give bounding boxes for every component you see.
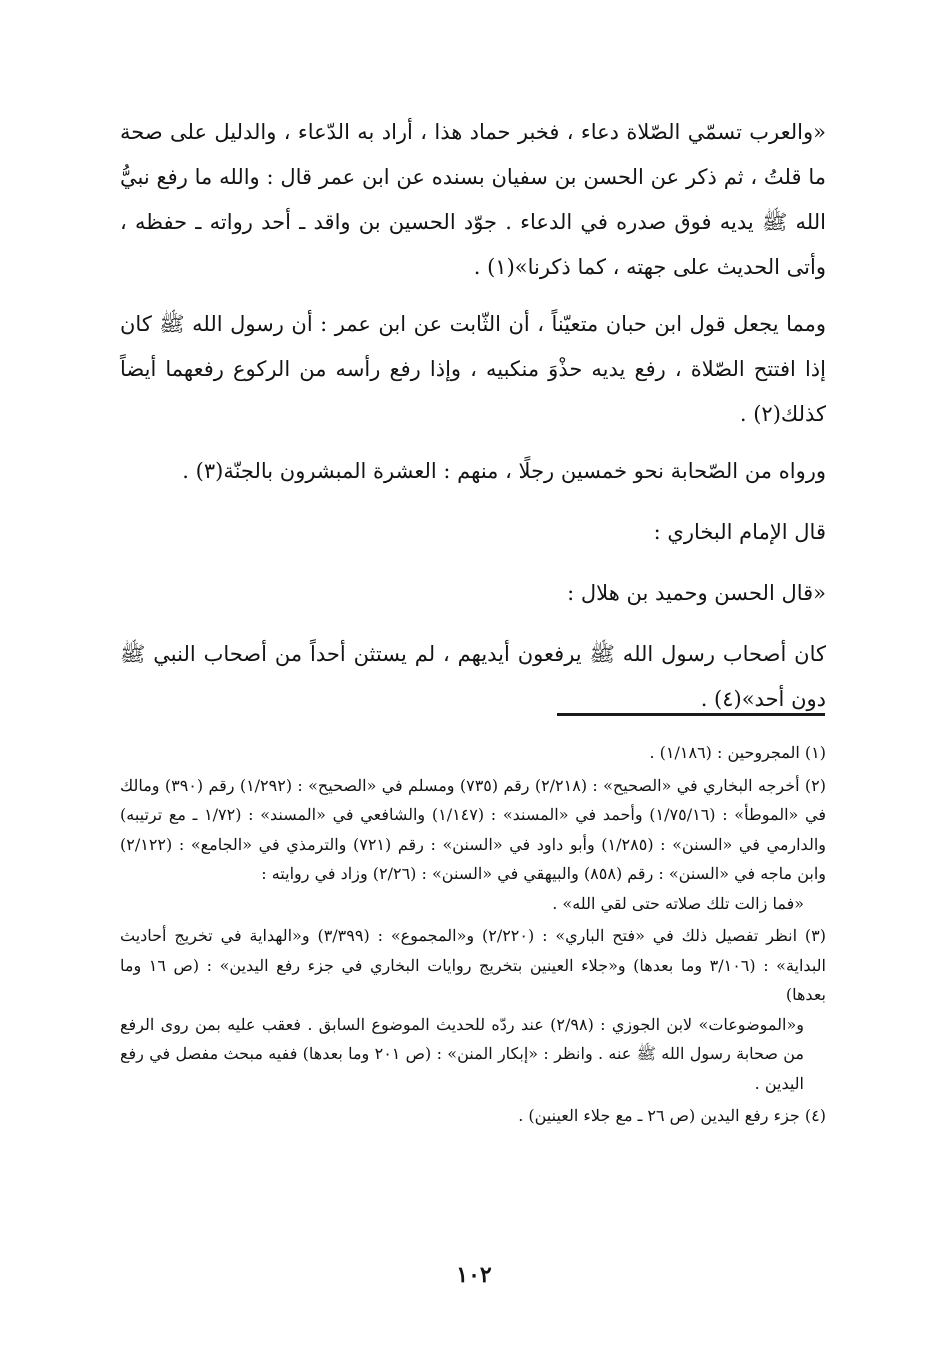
footnote-2 (120, 771, 826, 919)
footnote-2-text: (٢) أخرجه البخاري في «الصحيح» : (٢/٢١٨) رقم (٧٣٥) ومسلم في «الصحيح» : (١/٢٩٢) رقم (٣٩٠) ومالك في «الموطأ» : (١/٧٥/١٦) وأحمد في «المسند» : (١/١٤٧) والشافعي في «المسند» : (١/٧٢ ـ مع ترتيبه) والدارمي في «السنن» : (١/٢٨٥) وأبو داود في «السنن» : رقم (٧٢١) والترمذي في «الجامع» : (٢/١٢٢) وابن ماجه في «السنن» : رقم (٨٥٨) والبيهقي في «السنن» : (٢/٢٦) وزاد في روايته : (120, 775, 827, 883)
footnote-3-continuation: و«الموضوعات» لابن الجوزي : (٢/٩٨) عند ردّه للحديث الموضوع السابق . فعقب عليه بمن روى الرفع من صحابة رسول الله ﷺ عنه . وانظر : «إبكار المنن» : (ص ٢٠١ وما بعدها) ففيه مبحث مفصل في رفع اليدين . (120, 1014, 805, 1093)
footnote-separator (557, 713, 825, 716)
page-number: ١٠٢ (456, 1262, 492, 1288)
paragraph-ibn-umar: ومما يجعل قول ابن حبان متعيّناً ، أن الثّابت عن ابن عمر : أن رسول الله ﷺ كان إذا افتتح الصّلاة ، رفع يديه حذْوَ منكبيه ، وإذا رفع رأسه من الركوع رفعهما أيضاً كذلك(٢) . (120, 312, 826, 426)
paragraph-bukhari-heading: قال الإمام البخاري : (653, 520, 826, 544)
footnote-3-text: (٣) انظر تفصيل ذلك في «فتح الباري» : (٢/٢٢٠) و«المجموع» : (٣/٣٩٩) و«الهداية في تخريج أحاديث البداية» : (٣/١٠٦ وما بعدها) و«جلاء العينين بتخريج روايات البخاري في جزء رفع اليدين» : (ص ١٦ وما بعدها) (120, 926, 827, 1004)
footnote-2-quote: «فما زالت تلك صلاته حتى لقي الله» . (552, 893, 804, 913)
footnote-1: (١) المجروحين : (١/١٨٦) . (649, 743, 826, 762)
paragraph-companions-raising: كان أصحاب رسول الله ﷺ يرفعون أيديهم ، لم يستثن أحداً من أصحاب النبي ﷺ دون أحد»(٤) . (120, 642, 826, 711)
main-text (120, 110, 826, 734)
footnotes (120, 738, 826, 1134)
paragraph-companions: ورواه من الصّحابة نحو خمسين رجلًا ، منهم : العشرة المبشرون بالجنّة(٣) . (182, 459, 826, 483)
footnote-4: (٤) جزء رفع اليدين (ص ٢٦ ـ مع جلاء العينين) . (518, 1106, 826, 1125)
footnote-3 (120, 921, 826, 1098)
paragraph-ibn-hibban-quote: «والعرب تسمّي الصّلاة دعاء ، فخبر حماد هذا ، أراد به الدّعاء ، والدليل على صحة ما قلتُ ، ثم ذكر عن الحسن بن سفيان بسنده عن ابن عمر قال : والله ما رفع نبيُّ الله ﷺ يديه فوق صدره في الدعاء . جوّد الحسين بن واقد ـ أحد رواته ـ حفظه ، وأتى الحديث على جهته ، كما ذكرنا»(١) . (120, 120, 826, 279)
paragraph-hasan-humaid: «قال الحسن وحميد بن هلال : (567, 581, 826, 605)
